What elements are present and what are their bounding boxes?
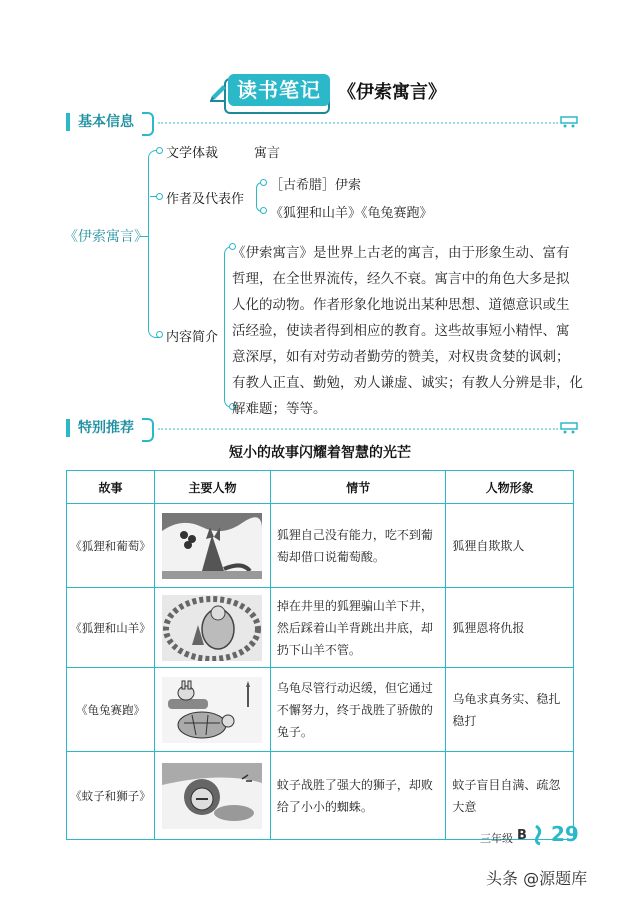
illustration-cell: [154, 588, 270, 668]
story-title: 《龟兔赛跑》: [67, 668, 155, 752]
plot-text: 掉在井里的狐狸骗山羊下井，然后踩着山羊背跳出井底，却扔下山羊不管。: [270, 588, 445, 668]
genre-value: 寓言: [254, 146, 281, 161]
mosquito-lion-illustration: [162, 763, 262, 829]
intro-text: [232, 240, 584, 422]
illustration-cell: [154, 668, 270, 752]
intro-line: 《伊索寓言》是世界上古老的寓言，由于形象生动、富有: [232, 245, 570, 261]
intro-line: 意深厚，如有对劳动者勤劳的赞美，对权贵贪婪的讽刺；: [232, 349, 570, 365]
bookmark-icon: [532, 824, 548, 846]
works-value: 《狐狸和山羊》《龟兔赛跑》: [270, 206, 433, 221]
grade-label: 三年级: [480, 832, 513, 845]
column-header: 故事: [67, 471, 155, 504]
section-marker: [66, 113, 70, 131]
character-trait: 狐狸恩将仇报: [446, 588, 574, 668]
recommend-subheading: 短小的故事闪耀着智慧的光芒: [229, 445, 411, 461]
plot-text: 蚊子战胜了强大的狮子，却败给了小小的蜘蛛。: [270, 752, 445, 840]
section-title: 特别推荐: [78, 420, 134, 436]
illustration-cell: [154, 752, 270, 840]
pencil-icon: [208, 80, 230, 102]
intro-line: 哲理，在全世界流传，经久不衰。寓言中的角色大多是拟: [232, 271, 570, 287]
story-table: [66, 470, 574, 840]
fox-grapes-illustration: [162, 513, 262, 579]
section-header-basic-info: [66, 110, 576, 136]
character-trait: 乌龟求真务实、稳扎稳打: [446, 668, 574, 752]
node-dot: [156, 193, 163, 200]
column-header: 人物形象: [446, 471, 574, 504]
plot-text: 乌龟尽管行动迟缓，但它通过不懈努力，终于战胜了骄傲的兔子。: [270, 668, 445, 752]
node-dot: [156, 331, 163, 338]
watermark: 头条 @源题库: [486, 869, 588, 888]
node-dot: [260, 207, 267, 214]
character-trait: 蚊子盲目自满、疏忽大意: [446, 752, 574, 840]
intro-line: 活经验，使读者得到相应的教育。这些故事短小精悍、寓: [232, 323, 570, 339]
story-title: 《狐狸和葡萄》: [67, 504, 155, 588]
dotted-divider: [158, 428, 558, 430]
intro-line: 人化的动物。作者形象化地说出某种思想、道德意识或生: [232, 297, 570, 313]
plot-text: 狐狸自己没有能力，吃不到葡萄却借口说葡萄酸。: [270, 504, 445, 588]
story-title: 《狐狸和山羊》: [67, 588, 155, 668]
reading-notes-badge: 读书笔记: [228, 74, 330, 106]
node-dot: [156, 147, 163, 154]
mindmap-root: 《伊索寓言》: [64, 229, 148, 245]
dotted-divider: [158, 122, 558, 124]
intro-line: 有教人正直、勤勉，劝人谦虚、诚实；有教人分辨是非，化: [232, 375, 583, 391]
section-title: 基本信息: [78, 114, 134, 130]
table-row: [67, 752, 574, 840]
genre-label: 文学体裁: [166, 146, 219, 161]
character-trait: 狐狸自欺欺人: [446, 504, 574, 588]
author-value: ［古希腊］伊索: [270, 178, 362, 193]
story-title: 《蚊子和狮子》: [67, 752, 155, 840]
book-title: 《伊索寓言》: [338, 82, 446, 103]
edition-label: B: [517, 828, 527, 843]
table-row: [67, 504, 574, 588]
column-header: 情节: [270, 471, 445, 504]
branch-connector: [148, 150, 159, 338]
illustration-cell: [154, 504, 270, 588]
cart-icon: [560, 116, 578, 128]
section-bracket: [142, 418, 154, 442]
intro-line: 解难题；等等。: [232, 401, 327, 417]
page-number: 29: [551, 822, 579, 846]
branch-connector: [140, 236, 148, 237]
fox-goat-illustration: [162, 595, 262, 661]
section-marker: [66, 419, 70, 437]
table-row: [67, 588, 574, 668]
cart-icon: [560, 422, 578, 434]
tortoise-hare-illustration: [162, 677, 262, 743]
node-dot: [260, 179, 267, 186]
section-header-recommend: [66, 416, 576, 442]
section-bracket: [142, 112, 154, 136]
author-label: 作者及代表作: [166, 192, 245, 207]
column-header: 主要人物: [154, 471, 270, 504]
table-header-row: [67, 471, 574, 504]
table-row: [67, 668, 574, 752]
intro-label: 内容简介: [166, 330, 219, 345]
